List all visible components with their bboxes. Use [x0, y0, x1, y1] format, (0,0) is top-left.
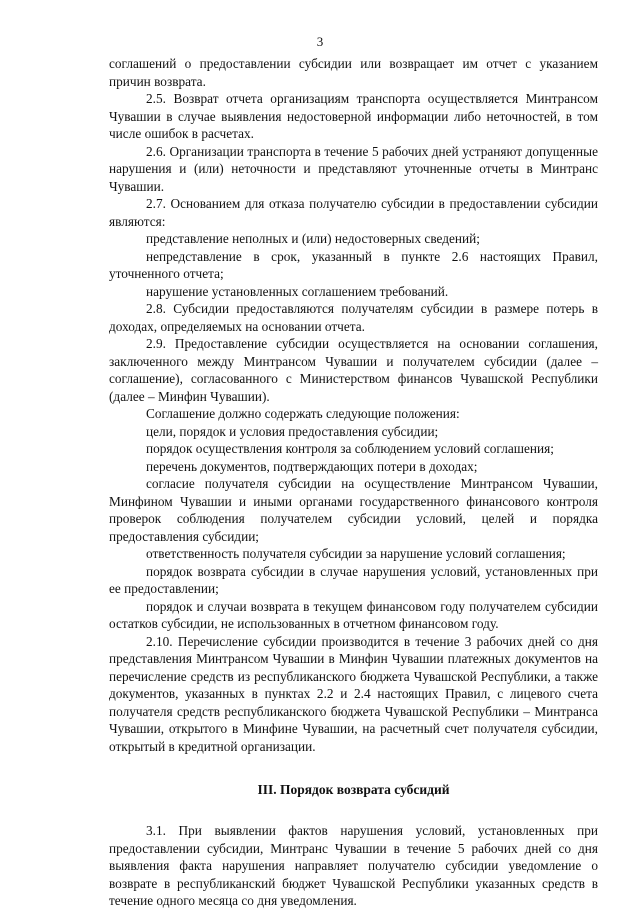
paragraph: порядок возврата субсидии в случае нарушения условий, установленных при ее предоставлении;	[109, 563, 598, 596]
section-heading: III. Порядок возврата субсидий	[257, 782, 450, 797]
paragraph: 2.8. Субсидии предоставляются получателям субсидии в размере потерь в доходах, определяемых на основании отчета.	[109, 301, 598, 334]
paragraph: 2.9. Предоставление субсидии осуществляется на основании соглашения, заключенного между Минтрансом Чувашии и получателем субсидии (далее – соглашение), согласованного с Министерством финансов Чувашской Республики (далее – Минфин Чувашии).	[109, 336, 598, 404]
paragraph: 2.5. Возврат отчета организациям транспорта осуществляется Минтрансом Чувашии в случае выявления недостоверной информации либо неточностей, в том числе ошибок в расчетах.	[109, 91, 598, 141]
paragraph: 2.10. Перечисление субсидии производится в течение 3 рабочих дней со дня представления Минтрансом Чувашии в Минфин Чувашии платежных документов на перечисление средств из республиканского бюджета Чувашской Республики, а также документов, указанных в пунктах 2.2 и 2.4 настоящих Правил, с лицевого счета получателя средств республиканского бюджета Чувашской Республики – Минтранса Чувашии, открытого в Минфине Чувашии, на расчетный счет получателя субсидии, открытый в кредитной организации.	[109, 633, 598, 754]
paragraph: 3.1. При выявлении фактов нарушения условий, установленных при предоставлении субсидии, Минтранс Чувашии в течение 5 рабочих дней со дня выявления факта нарушения направляет получателю субсидии уведомление о возврате в республиканский бюджет Чувашской Республики указанных средств в течение одного месяца со дня уведомления.	[109, 823, 598, 908]
paragraph: цели, порядок и условия предоставления субсидии;	[146, 423, 439, 439]
section-three-text	[109, 822, 598, 910]
page-number: 3	[316, 34, 324, 49]
paragraph: ответственность получателя субсидии за нарушение условий соглашения;	[146, 546, 566, 561]
paragraph: перечень документов, подтверждающих потери в доходах;	[146, 458, 478, 474]
paragraph: непредставление в срок, указанный в пункте 2.6 настоящих Правил, уточненного отчета;	[109, 248, 598, 281]
paragraph: порядок осуществления контроля за соблюдением условий соглашения;	[146, 441, 554, 456]
paragraph: порядок и случаи возврата в текущем финансовом году получателем субсидии остатков субсидии, не использованных в отчетном финансовом году.	[109, 598, 598, 631]
paragraph: 2.6. Организации транспорта в течение 5 рабочих дней устраняют допущенные нарушения и (или) неточности и представляют уточненные отчеты в Минтранс Чувашии.	[109, 143, 598, 194]
paragraph: согласие получателя субсидии на осуществление Минтрансом Чувашии, Минфином Чувашии и иными органами государственного финансового контроля проверок соблюдения получателем субсидии условий, целей и порядка предоставления субсидии;	[109, 476, 598, 544]
paragraph: Соглашение должно содержать следующие положения:	[146, 406, 460, 421]
paragraph: соглашений о предоставлении субсидии или возвращает им отчет с указанием причин возврата.	[109, 56, 598, 89]
section-two-text	[109, 55, 598, 755]
document-body	[109, 55, 598, 910]
paragraph: 2.7. Основанием для отказа получателю субсидии в предоставлении субсидии являются:	[109, 196, 598, 229]
paragraph: представление неполных и (или) недостоверных сведений;	[146, 231, 480, 246]
paragraph: нарушение установленных соглашением требований.	[146, 283, 449, 299]
